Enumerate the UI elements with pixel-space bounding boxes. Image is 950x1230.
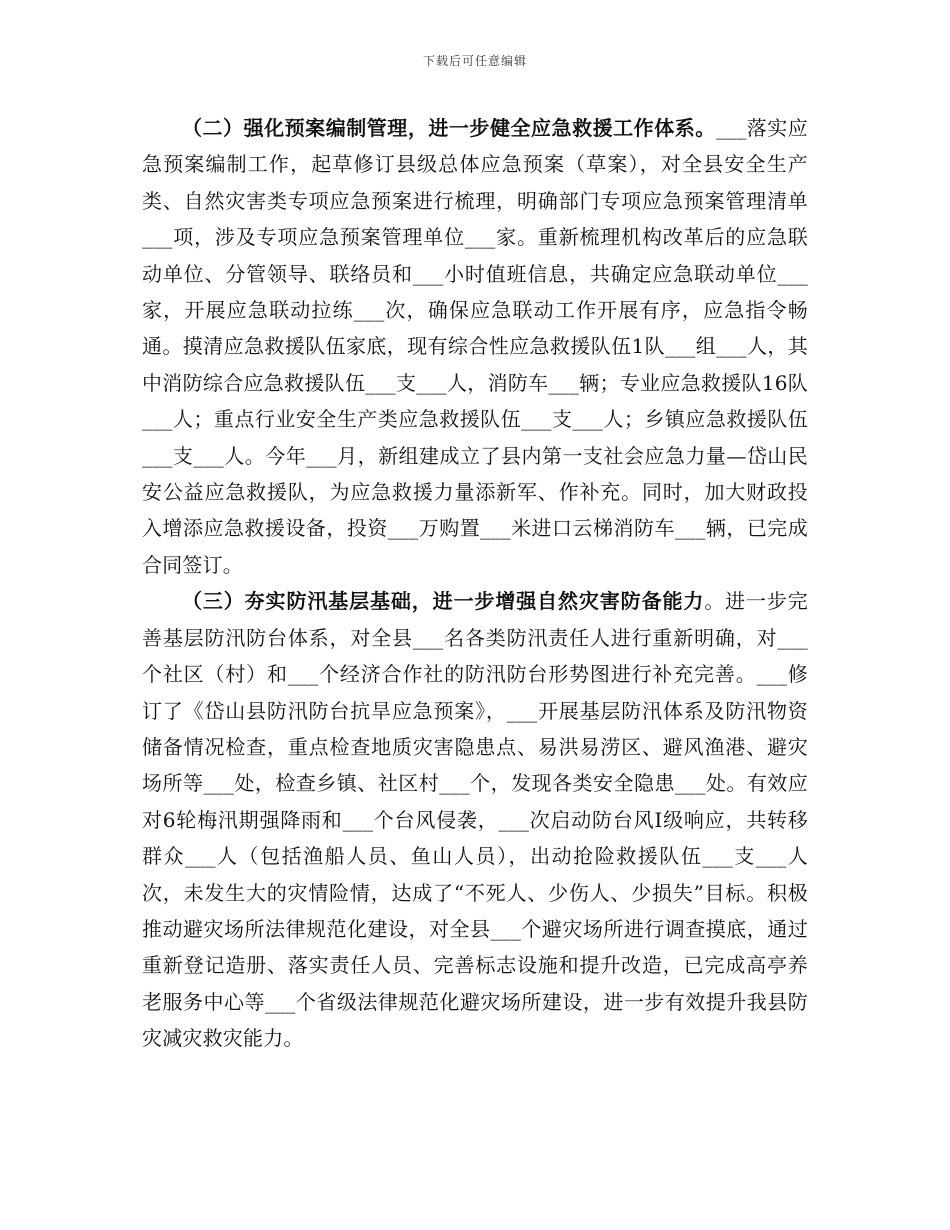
paragraph-flood-control bbox=[142, 583, 808, 1056]
page-header: 下载后可任意编辑 bbox=[422, 54, 527, 68]
paragraph-text: 。进一步完善基层防汛防台体系，对全县___名各类防汛责任人进行重新明确，对___个社区（村）和___个经济合作社的防汛防台形势图进行补充完善。___修订了《岱山县防汛防台抗旱应急预案》，___开展基层防汛体系及防汛物资储备情况检查，重点检查地质灾害隐患点、易洪易涝区、避风渔港、避灾场所等___处，检查乡镇、社区村___个，发现各类安全隐患___处。有效应对6轮梅汛期强降雨和___个台风侵袭，___次启动防台风Ⅰ级响应，共转移群众___人（包括渔船人员、鱼山人员），出动抢险救援队伍___支___人次，未发生大的灾情险情，达成了“不死人、少伤人、少损失”目标。积极推动避灾场所法律规范化建设，对全县___个避灾场所进行调查摸底，通过重新登记造册、落实责任人员、完善标志设施和提升改造，已完成高亭养老服务中心等___个省级法律规范化避灾场所建设，进一步有效提升我县防灾减灾救灾能力。 bbox=[142, 589, 809, 1051]
paragraph-emergency-plan bbox=[142, 110, 808, 583]
document-body bbox=[142, 110, 808, 1057]
paragraph-text: ___落实应急预案编制工作，起草修订县级总体应急预案（草案），对全县安全生产类、自然灾害类专项应急预案进行梳理，明确部门专项应急预案管理清单___项，涉及专项应急预案管理单位___家。重新梳理机构改革后的应急联动单位、分管领导、联络员和___小时值班信息，共确定应急联动单位___家，开展应急联动拉练___次，确保应急联动工作开展有序，应急指令畅通。摸清应急救援队伍家底，现有综合性应急救援队伍1队___组___人，其中消防综合应急救援队伍___支___人，消防车___辆；专业应急救援队16队___人；重点行业安全生产类应急救援队伍___支___人；乡镇应急救援队伍___支___人。今年___月，新组建成立了县内第一支社会应急力量—岱山民安公益应急救援队，为应急救援力量添新军、作补充。同时，加大财政投入增添应急救援设备，投资___万购置___米进口云梯消防车___辆，已完成合同签订。 bbox=[142, 116, 809, 577]
paragraph-heading: （三）夯实防汛基层基础，进一步增强自然灾害防备能力 bbox=[182, 589, 705, 614]
paragraph-heading: （二）强化预案编制管理，进一步健全应急救援工作体系。 bbox=[182, 116, 716, 140]
